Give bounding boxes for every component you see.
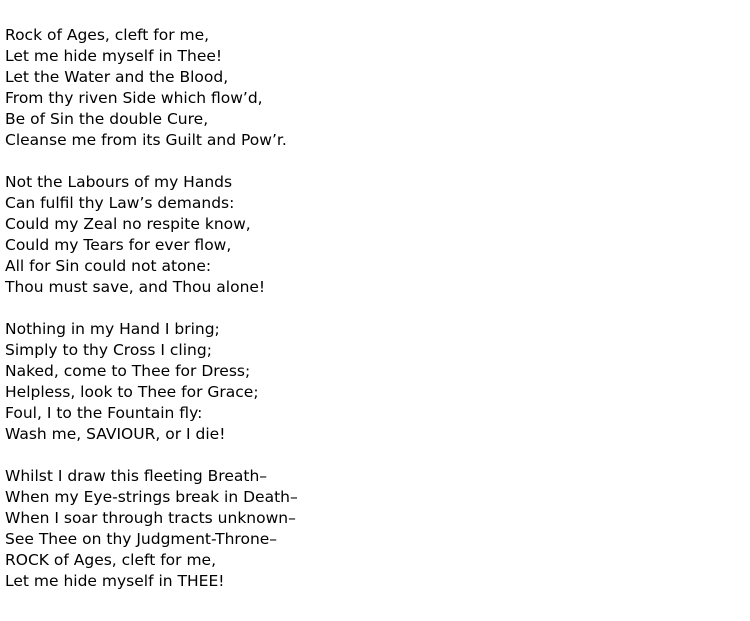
poem-line: Not the Labours of my Hands	[5, 173, 233, 191]
poem-line: Let me hide myself in Thee!	[5, 47, 223, 65]
poem-line: Wash me, SAVIOUR, or I die!	[5, 425, 226, 443]
poem-text	[5, 25, 298, 592]
poem-line: ROCK of Ages, cleft for me,	[5, 551, 217, 569]
poem-line: Whilst I draw this fleeting Breath–	[5, 467, 268, 485]
poem-line: Can fulfil thy Law’s demands:	[5, 194, 235, 212]
poem-line: Naked, come to Thee for Dress;	[5, 362, 251, 380]
stanza-4	[5, 466, 298, 592]
poem-line: When my Eye-strings break in Death–	[5, 488, 298, 506]
stanza-2	[5, 172, 298, 298]
poem-line: See Thee on thy Judgment-Throne–	[5, 530, 278, 548]
poem-line: Let me hide myself in THEE!	[5, 572, 225, 590]
poem-line: Let the Water and the Blood,	[5, 68, 229, 86]
poem-line: Simply to thy Cross I cling;	[5, 341, 212, 359]
stanza-3	[5, 319, 298, 445]
stanza-1	[5, 25, 298, 151]
poem-line: Rock of Ages, cleft for me,	[5, 26, 210, 44]
poem-line: Thou must save, and Thou alone!	[5, 278, 266, 296]
poem-line: Foul, I to the Fountain fly:	[5, 404, 203, 422]
poem-line: Cleanse me from its Guilt and Pow’r.	[5, 131, 287, 149]
poem-line: Be of Sin the double Cure,	[5, 110, 209, 128]
poem-line: When I soar through tracts unknown–	[5, 509, 296, 527]
poem-line: Helpless, look to Thee for Grace;	[5, 383, 259, 401]
poem-line: From thy riven Side which flow’d,	[5, 89, 263, 107]
poem-line: Could my Zeal no respite know,	[5, 215, 251, 233]
poem-line: Could my Tears for ever flow,	[5, 236, 232, 254]
poem-line: Nothing in my Hand I bring;	[5, 320, 220, 338]
poem-line: All for Sin could not atone:	[5, 257, 212, 275]
